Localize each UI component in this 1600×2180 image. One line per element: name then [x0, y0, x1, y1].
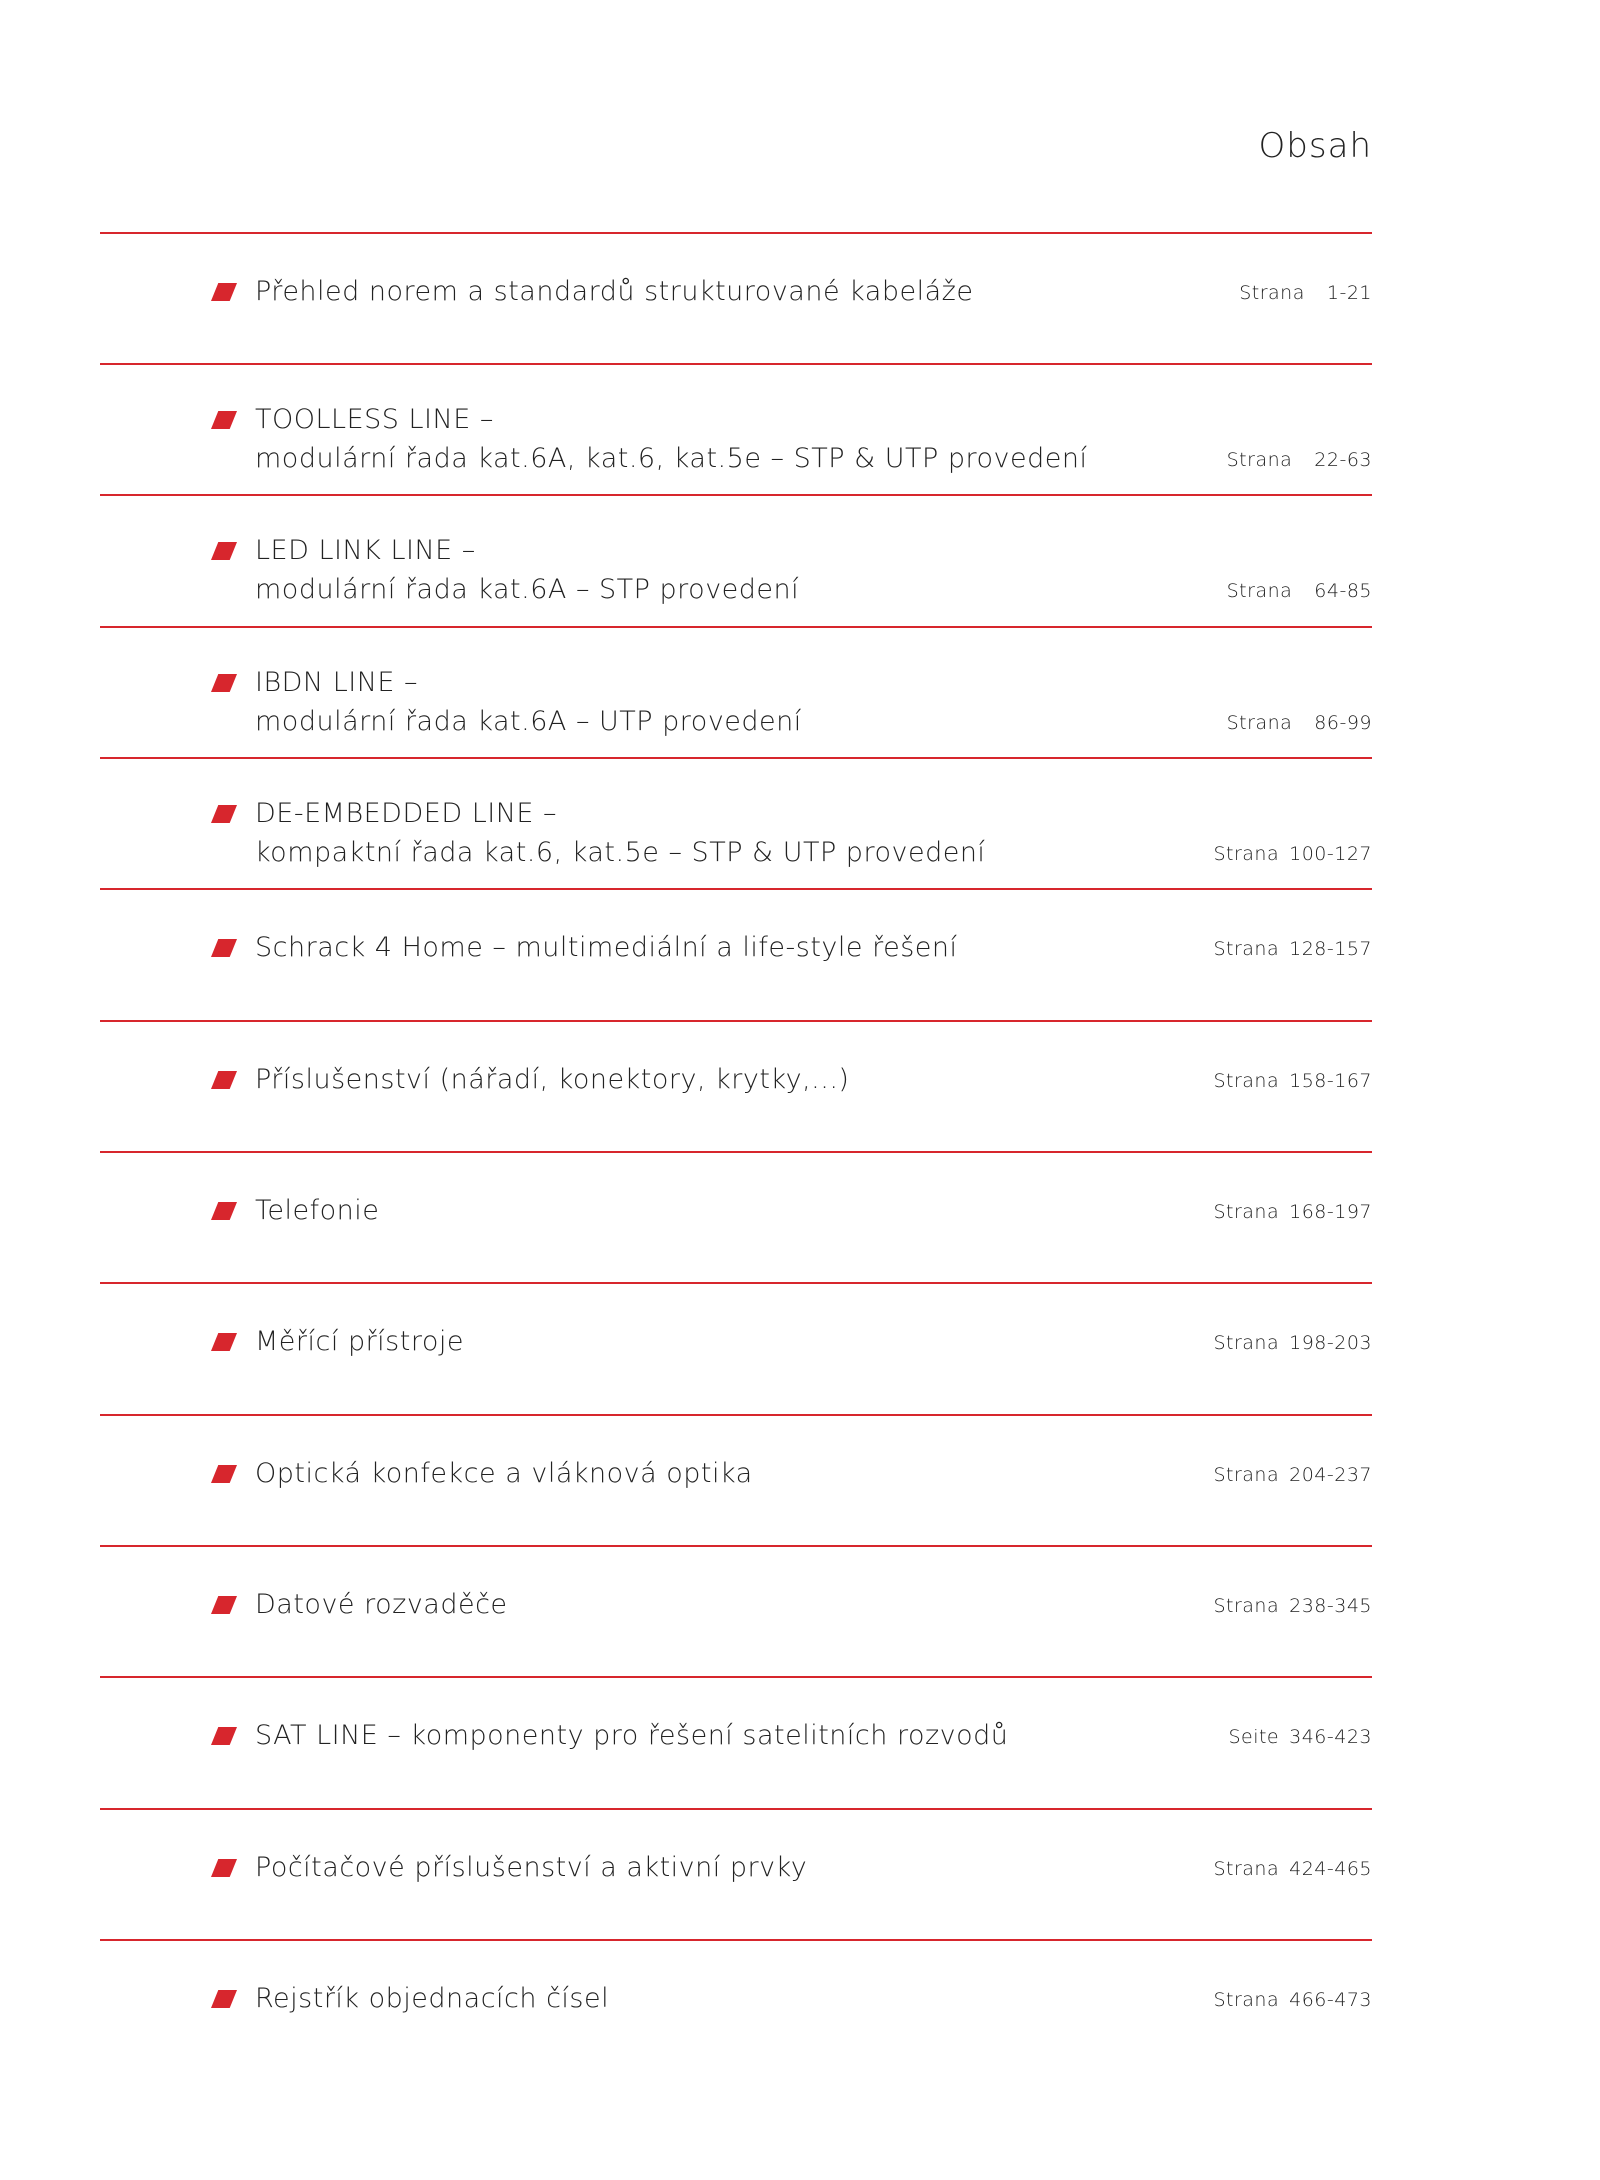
red-parallelogram-bullet-icon	[211, 1465, 237, 1483]
page-range: 424-465	[1289, 1858, 1372, 1880]
page-label: Strana	[1213, 1201, 1280, 1223]
toc-entry[interactable]	[0, 1282, 1600, 1414]
red-parallelogram-bullet-icon	[211, 674, 237, 692]
page-label: Strana	[1213, 1989, 1280, 2011]
page-label: Strana	[1213, 1595, 1280, 1617]
red-parallelogram-bullet-icon	[211, 939, 237, 957]
toc-entry-page-ref	[1213, 1070, 1372, 1092]
page-range: 100-127	[1289, 843, 1372, 865]
red-parallelogram-bullet-icon	[211, 1727, 237, 1745]
page-label: Strana	[1226, 712, 1293, 734]
page-range: 1-21	[1326, 282, 1372, 304]
toc-entry-title	[255, 1848, 807, 1887]
page-range: 466-473	[1289, 1989, 1372, 2011]
toc-entry-page-ref	[1213, 1332, 1372, 1354]
red-parallelogram-bullet-icon	[211, 1333, 237, 1351]
page-range: 346-423	[1289, 1726, 1372, 1748]
toc-entry[interactable]	[0, 757, 1600, 888]
toc-entry[interactable]	[0, 1414, 1600, 1545]
toc-entry-page-ref	[1213, 1989, 1372, 2011]
toc-entry-title-line: Přehled norem a standardů strukturované kabeláže	[255, 276, 974, 307]
toc-entry-title-line: SAT LINE – komponenty pro řešení satelitních rozvodů	[255, 1720, 1009, 1751]
page-range: 238-345	[1289, 1595, 1372, 1617]
red-parallelogram-bullet-icon	[211, 542, 237, 560]
page-range: 158-167	[1289, 1070, 1372, 1092]
toc-entry-title-line: Příslušenství (nářadí, konektory, krytky,...)	[255, 1064, 850, 1095]
toc-entry-title-line: Schrack 4 Home – multimediální a life-style řešení	[255, 932, 958, 963]
toc-entry[interactable]	[0, 1808, 1600, 1939]
page-range: 204-237	[1289, 1464, 1372, 1486]
toc-entry-title-line: Počítačové příslušenství a aktivní prvky	[255, 1852, 808, 1883]
toc-entry-page-ref	[1239, 282, 1372, 304]
red-parallelogram-bullet-icon	[211, 1071, 237, 1089]
page-range: 198-203	[1289, 1332, 1372, 1354]
red-parallelogram-bullet-icon	[211, 1990, 237, 2008]
toc-entry-title	[255, 1585, 508, 1624]
red-parallelogram-bullet-icon	[211, 1202, 237, 1220]
page-label: Strana	[1239, 282, 1305, 304]
toc-entry[interactable]	[0, 1545, 1600, 1676]
red-parallelogram-bullet-icon	[211, 1859, 237, 1877]
toc-entry[interactable]	[0, 888, 1600, 1020]
toc-entry-title	[255, 531, 799, 609]
toc-entry[interactable]	[0, 494, 1600, 626]
red-parallelogram-bullet-icon	[211, 283, 237, 301]
toc-entry-page-ref	[1213, 843, 1372, 865]
page-range: 168-197	[1289, 1201, 1372, 1223]
toc-entry-title	[255, 1716, 1008, 1755]
page-range: 22-63	[1314, 449, 1372, 471]
toc-entry-title-line: kompaktní řada kat.6, kat.5e – STP & UTP provedení	[255, 837, 986, 868]
page-label: Strana	[1213, 843, 1280, 865]
toc-entry-title-line: Telefonie	[255, 1195, 380, 1226]
toc-entry-title	[255, 1191, 379, 1230]
page-range: 64-85	[1314, 580, 1372, 602]
toc-entry-page-ref	[1227, 449, 1372, 471]
toc-entry-title-line: Měřící přístroje	[255, 1326, 464, 1357]
toc-entry-page-ref	[1227, 712, 1372, 734]
toc-entry[interactable]	[0, 232, 1600, 363]
red-parallelogram-bullet-icon	[211, 805, 237, 823]
toc-entry-page-ref	[1227, 580, 1372, 602]
red-parallelogram-bullet-icon	[211, 411, 237, 429]
toc-entry-title-line: LED LINK LINE –	[255, 535, 476, 566]
page-label: Strana	[1213, 1332, 1280, 1354]
toc-entry-title	[255, 1979, 609, 2018]
toc-entry-title-line: DE-EMBEDDED LINE –	[255, 798, 558, 829]
toc-entry-page-ref	[1213, 938, 1372, 960]
toc-entry[interactable]	[0, 1151, 1600, 1282]
toc-entry-title	[255, 400, 1087, 478]
toc-entry-title	[255, 272, 973, 311]
toc-entry[interactable]	[0, 363, 1600, 494]
toc-entry-page-ref	[1228, 1726, 1372, 1748]
toc-entry-page-ref	[1213, 1201, 1372, 1223]
toc-entry-title-line: Optická konfekce a vláknová optika	[255, 1458, 753, 1489]
page-range: 86-99	[1314, 712, 1372, 734]
red-parallelogram-bullet-icon	[211, 1596, 237, 1614]
toc-entry-page-ref	[1213, 1595, 1372, 1617]
toc-entry[interactable]	[0, 1020, 1600, 1151]
page-label: Strana	[1213, 1464, 1280, 1486]
toc-entry-title	[255, 1060, 849, 1099]
toc-entry-page-ref	[1213, 1858, 1372, 1880]
toc-entry[interactable]	[0, 1676, 1600, 1808]
toc-entry-title	[255, 1454, 753, 1493]
toc-entry-title	[255, 928, 958, 967]
toc-entry-title-line: modulární řada kat.6A, kat.6, kat.5e – STP & UTP provedení	[255, 443, 1088, 474]
toc-entry-title	[255, 794, 985, 872]
page-label: Seite	[1228, 1726, 1280, 1748]
toc-entry-title	[255, 1322, 464, 1361]
toc-entry[interactable]	[0, 1939, 1600, 2070]
toc-entry-title-line: IBDN LINE –	[255, 667, 419, 698]
page-label: Strana	[1213, 938, 1280, 960]
page-range: 128-157	[1289, 938, 1372, 960]
page-label: Strana	[1213, 1858, 1280, 1880]
page-label: Strana	[1226, 449, 1293, 471]
page-title: Obsah	[1258, 126, 1372, 166]
toc-entry[interactable]	[0, 626, 1600, 757]
toc-entry-page-ref	[1213, 1464, 1372, 1486]
toc-entry-title-line: Datové rozvaděče	[255, 1589, 508, 1620]
toc-entry-title	[255, 663, 802, 741]
page-label: Strana	[1226, 580, 1293, 602]
toc-entry-title-line: modulární řada kat.6A – STP provedení	[255, 574, 800, 605]
toc-entry-title-line: modulární řada kat.6A – UTP provedení	[255, 706, 802, 737]
toc-entry-title-line: Rejstřík objednacích čísel	[255, 1983, 610, 2014]
toc-entry-title-line: TOOLLESS LINE –	[255, 404, 494, 435]
page-label: Strana	[1213, 1070, 1280, 1092]
